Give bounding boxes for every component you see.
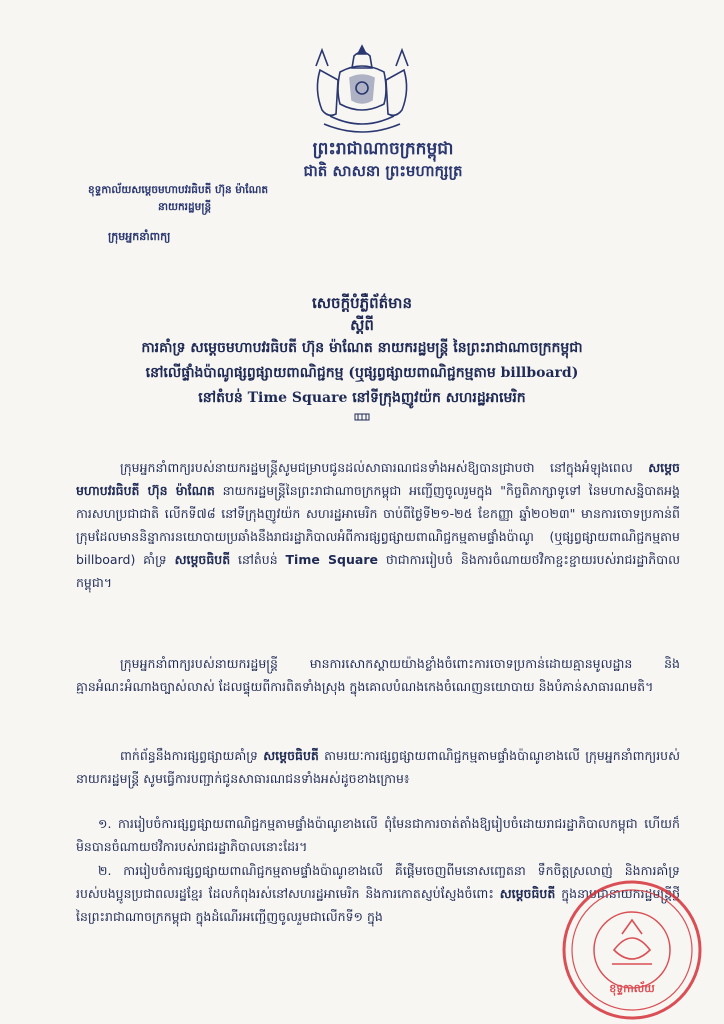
seal-text: ខុទ្ទកាល័យ	[609, 982, 655, 995]
paragraph-1	[76, 456, 680, 594]
p1-text-e: នៅតំបន់	[230, 552, 286, 567]
list-item-2-pm-title: សម្ដេចធិបតី	[499, 886, 556, 901]
p1-text-c: នាយករដ្ឋមន្ត្រីនៃព្រះរាជាណាចក្រកម្ពុជា អញ្ជើញចូលរួមក្នុង "កិច្ចពិភាក្សាទូទៅ នៃមហាសន្និបាតអង្គការសហប្រជាជាតិ លើកទី៧៨ នៅទីក្រុងញូវយ៉ក សហរដ្ឋអាមេរិក ចាប់ពីថ្ងៃទី២១-២៥ ខែកញ្ញា ឆ្នាំ២០២៣" មានការចោទប្រកាន់ពីក្រុមដែលមាននិន្នាការនយោបាយប្រឆាំងនឹងរាជរដ្ឋាភិបាលអំពីការផ្សព្វផ្សាយពាណិជ្ជកម្មតាមផ្ទាំងប៉ាណូ (ឬផ្សព្វផ្សាយពាណិជ្ជកម្មតាម billboard) គាំទ្រ	[76, 483, 680, 567]
list-item-1	[76, 812, 680, 858]
official-seal-icon	[552, 872, 712, 1022]
title-line-2: ស្ដីពី	[350, 316, 374, 334]
p1-text-a: ក្រុមអ្នកនាំពាក្យរបស់នាយករដ្ឋមន្ត្រីសូមជម្រាបជូនដល់សាធារណជនទាំងអស់ឱ្យបានជ្រាបថា នៅក្នុងអំឡុងពេល	[120, 460, 649, 475]
office-role: នាយករដ្ឋមន្ត្រី	[158, 201, 212, 213]
kingdom-motto: ជាតិ សាសនា ព្រះមហាក្សត្រ	[303, 162, 463, 180]
royal-emblem-icon	[300, 40, 424, 140]
title-line-3: ការគាំទ្រ សម្ដេចមហាបវរធិបតី ហ៊ុន ម៉ាណែត នាយករដ្ឋមន្ត្រី នៃព្រះរាជាណាចក្រកម្ពុជា	[141, 340, 583, 356]
p1-text-g: ថាជាការរៀបចំ និងការចំណាយថវិកាខ្ជះខ្ជាយរបស់រាជរដ្ឋាភិបាលកម្ពុជា។	[76, 552, 680, 590]
p1-pm-title: សម្ដេចធិបតី	[174, 552, 231, 567]
paragraph-3	[76, 744, 680, 790]
paragraph-2	[76, 652, 680, 698]
kingdom-heading	[268, 138, 498, 182]
p1-time-square: Time Square	[285, 552, 378, 567]
list-item-2-text-c: ក្នុងនាមជានាយករដ្ឋមន្ត្រីថ្មីនៃព្រះរាជាណាចក្រកម្ពុជា ក្នុងដំណើរអញ្ជើញចូលរួមជាលើកទី១ ក្នុង	[76, 886, 681, 924]
office-unit: ក្រុមអ្នកនាំពាក្យ	[108, 230, 171, 243]
p3-pm-title: សម្ដេចធិបតី	[263, 748, 319, 763]
p3-text-a: ពាក់ព័ន្ធនឹងការផ្សព្វផ្សាយគាំទ្រ	[120, 748, 264, 763]
ornament-divider-icon	[354, 413, 370, 421]
p1-pm-name: សម្ដេចមហាបវរធិបតី ហ៊ុន ម៉ាណែត	[76, 460, 680, 498]
office-name: ខុទ្ទកាល័យសម្ដេចមហាបវរធិបតី ហ៊ុន ម៉ាណែត	[88, 184, 269, 196]
title-line-1: សេចក្ដីបំភ្លឺព័ត៌មាន	[312, 294, 412, 312]
title-line-4: នៅលើផ្ទាំងប៉ាណូផ្សព្វផ្សាយពាណិជ្ជកម្ម (ឬផ្សព្វផ្សាយពាណិជ្ជកម្មតាម billboard)	[145, 365, 579, 381]
list-item-2-text-a: ២. ការរៀបចំការផ្សព្វផ្សាយពាណិជ្ជកម្មតាមផ្ទាំងប៉ាណូខាងលើ គឺផ្ដើមចេញពីមនោសញ្ចេតនា ទឹកចិត្តស្រលាញ់ និងការគាំទ្រ របស់បងប្អូនប្រជាពលរដ្ឋខ្មែរ ដែលកំពុងរស់នៅសហរដ្ឋអាមេរិក និងការកោតស្ញប់ស្ញែងចំពោះ	[76, 863, 680, 901]
kingdom-name: ព្រះរាជាណាចក្រកម្ពុជា	[312, 139, 454, 159]
title-line-5: នៅតំបន់ Time Square នៅទីក្រុងញូវយ៉ក សហរដ្ឋអាមេរិក	[198, 390, 526, 406]
p2-text: ក្រុមអ្នកនាំពាក្យរបស់នាយករដ្ឋមន្ត្រី មានការសោកស្ដាយយ៉ាងខ្លាំងចំពោះការចោទប្រកាន់ដោយគ្មានមូលដ្ឋាន និងគ្មានអំណះអំណាងច្បាស់លាស់ ដែលផ្ទុយពីការពិតទាំងស្រុង ក្នុងគោលបំណងកេងចំណេញនយោបាយ និងបំភាន់សាធារណមតិ។	[76, 656, 680, 694]
document-title	[30, 292, 694, 421]
list-item-1-text: ១. ការរៀបចំការផ្សព្វផ្សាយពាណិជ្ជកម្មតាមផ្ទាំងប៉ាណូខាងលើ ពុំមែនជាការចាត់តាំងឱ្យរៀបចំដោយរាជរដ្ឋាភិបាលកម្ពុជា ហើយក៏មិនបានចំណាយថវិការបស់រាជរដ្ឋាភិបាលនោះដែរ។	[76, 816, 680, 854]
p3-text-c: តាមរយៈការផ្សព្វផ្សាយពាណិជ្ជកម្មតាមផ្ទាំងប៉ាណូខាងលើ ក្រុមអ្នកនាំពាក្យរបស់នាយករដ្ឋមន្ត្រី សូមធ្វើការបញ្ជាក់ជូនសាធារណជនទាំងអស់ដូចខាងក្រោម៖	[76, 748, 680, 786]
office-heading	[88, 182, 288, 245]
